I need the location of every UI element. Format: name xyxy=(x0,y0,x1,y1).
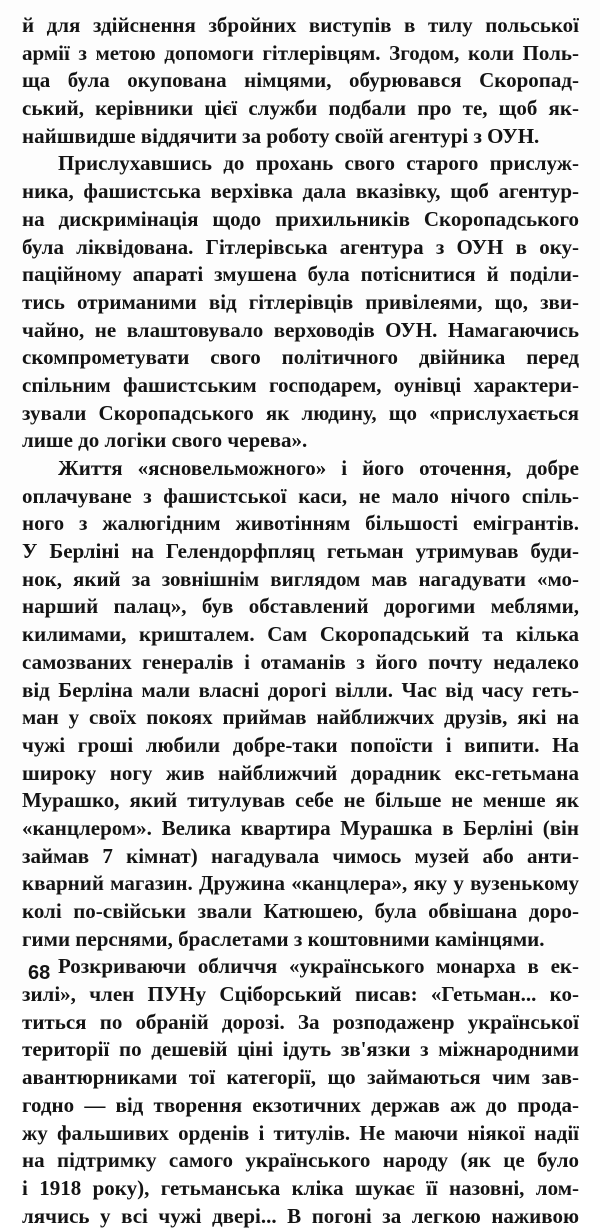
text-line: армії з метою допомоги гітлерівцям. Згодом, коли Поль- xyxy=(22,40,579,65)
text-line: кварний магазин. Дружина «канцлера», яку у вузенькому xyxy=(22,871,579,896)
text-line: титься по обраній дорозі. За розподаженр української xyxy=(22,1009,579,1034)
text-line: колі по-свійськи звали Катюшею, була обвішана доро- xyxy=(22,899,579,923)
text-line: лячись у всі чужі двері... В погоні за легкою наживою xyxy=(22,1203,579,1228)
text-line: і 1918 року), гетьманська кліка шукає її назовні, лом- xyxy=(22,1175,579,1200)
text-line: гими перснями, браслетами з коштовними камінцями. xyxy=(22,926,545,951)
text-line: території по дешевій ціні ідуть зв'язки з міжнародними xyxy=(22,1037,579,1062)
text-line: авантюрниками тої категорії, що займаються чим зав- xyxy=(22,1065,579,1090)
text-line: годно — від творення екзотичних держав аж до прода- xyxy=(22,1092,579,1117)
text-line: скомпрометувати свого політичного двійника перед xyxy=(22,345,579,370)
text-line: була ліквідована. Гітлерівська агентура з ОУН в оку- xyxy=(22,234,579,259)
text-line: від Берліна мали власні дорогі вілли. Час від часу геть- xyxy=(22,677,579,702)
text-line: найшвидше віддячити за роботу своїй агентурі з ОУН. xyxy=(22,123,540,148)
text-line: самозваних генералів і отаманів з його почту недалеко xyxy=(22,649,579,674)
text-line: лише до логіки свого черева». xyxy=(22,428,308,453)
text-line: тись отриманими від гітлерівців привілеями, що, зви- xyxy=(22,289,579,314)
text-line: У Берліні на Гелендорфпляц гетьман утримував буди- xyxy=(22,539,579,564)
text-line: спільним фашистським господарем, оунівці характери- xyxy=(22,372,579,397)
text-line: ника, фашистська верхівка дала вказівку, щоб агентур- xyxy=(22,179,579,204)
body-text xyxy=(22,12,579,1230)
text-line: оплачуване з фашистської каси, не мало нічого спіль- xyxy=(22,483,579,508)
text-line: килимами, кришталем. Сам Скоропадський та кілька xyxy=(22,622,579,647)
text-line: зували Скоропадського як людину, що «прислухається xyxy=(22,400,579,425)
text-line: зилі», член ПУНу Сціборський писав: «Гетьман... ко- xyxy=(22,982,579,1007)
text-line: нарший палац», був обставлений дорогими меблями, xyxy=(22,594,579,619)
text-line: ман у своїх покоях приймав найближчих друзів, які на xyxy=(22,705,579,730)
text-line: «канцлером». Велика квартира Мурашка в Берліні (він xyxy=(22,815,579,840)
text-line: чайно, не влаштовувало верховодів ОУН. Намагаючись xyxy=(22,317,579,342)
text-line: Життя «ясновельможного» і його оточення, добре xyxy=(58,456,579,480)
text-line: широку ногу жив найближчий дорадник екс-гетьмана xyxy=(22,760,579,785)
text-line: ський, керівники цієї служби подбали про те, щоб як- xyxy=(22,96,579,121)
text-line: чужі гроші любили добре-таки попоїсти і випити. На xyxy=(22,732,579,757)
text-line: жу фальшивих орденів і титулів. Не маючи ніякої надії xyxy=(22,1120,579,1145)
text-line: й для здійснення збройних виступів в тилу польської xyxy=(22,13,579,37)
text-line: ного з жалюгідним животінням більшості емігрантів. xyxy=(22,511,579,536)
text-line: на дискримінація щодо прихильників Скоропадського xyxy=(22,206,579,231)
text-line: Прислухавшись до прохань свого старого прислуж- xyxy=(58,151,579,176)
text-line: займав 7 кімнат) нагадувала чимось музей або анти- xyxy=(22,843,579,868)
text-line: Розкриваючи обличчя «українського монарха в ек- xyxy=(58,954,579,979)
text-line: Мурашко, який титулував себе не більше не менше як xyxy=(22,788,579,813)
page-number: 68 xyxy=(28,962,51,984)
text-line: нок, який за зовнішнім виглядом мав нагадувати «мо- xyxy=(22,566,579,591)
text-line: ща була окупована німцями, обурювався Скоропад- xyxy=(22,68,579,93)
text-line: на підтримку самого українського народу (як це було xyxy=(22,1148,579,1173)
text-line: паційному апараті змушена була потіснитися й поділи- xyxy=(22,262,579,287)
